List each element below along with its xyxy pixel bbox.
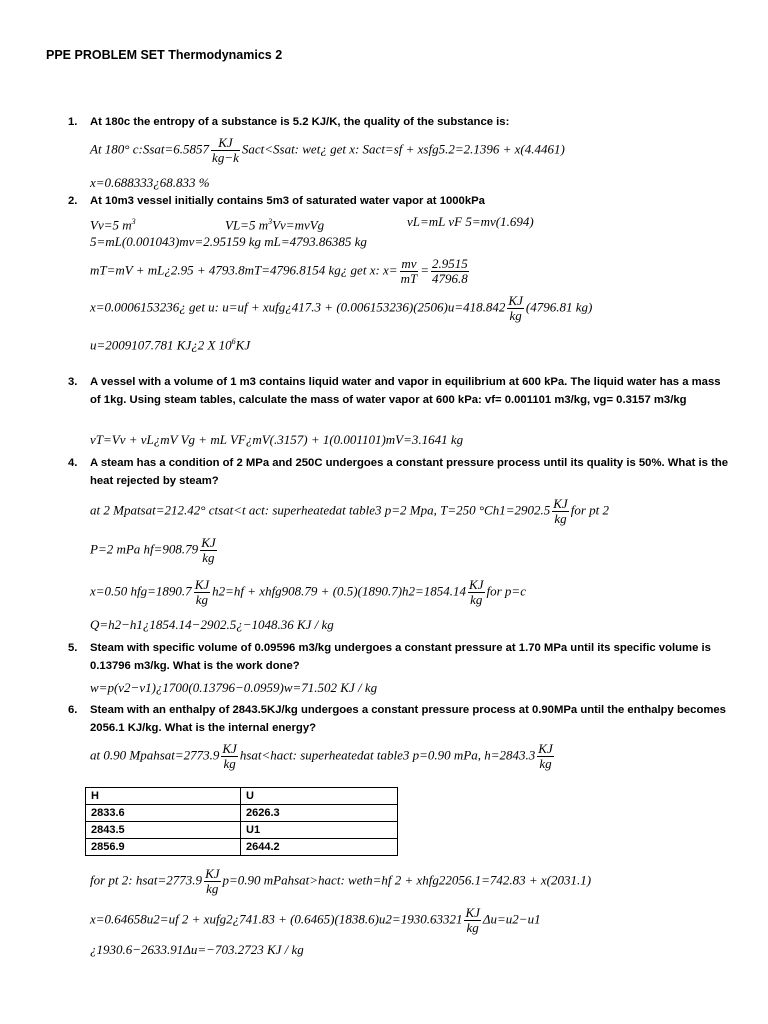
fraction: $\frac{KJ}{kg}$ xyxy=(194,577,210,607)
problem-number: 6. xyxy=(68,704,78,716)
fraction: $\frac{mv}{mT}$ xyxy=(400,256,418,286)
fraction: $\frac{KJ}{kg}$ xyxy=(553,496,568,526)
problem-text: Steam with an enthalpy of 2843.5KJ/kg undergoes a constant pressure process at 0.90MPa until the enthalpy becomes 2056.1 KJ/kg. What is the internal energy? xyxy=(90,704,726,734)
problem-text: Steam with specific volume of 0.09596 m3/kg undergoes a constant pressure at 1.70 MPa until its specific volume is 0.13796 m3/kg. What is the work done? xyxy=(90,642,711,672)
fraction: $\frac{KJ}{kg}$ xyxy=(201,535,216,565)
table-header-cell: H xyxy=(86,788,241,805)
equation-line: x=0.50 hfg=1890.7 $\frac{KJ}{kg}$ h2=hf + xhfg908.79 + (0.5)(1890.7)h2=1854.14 $\frac{KJ}{kg}$ for p=c xyxy=(90,577,526,607)
equation-line: At 180° c:Ssat=6.5857 $\frac{KJ}{kg-k}$ Sact<Ssat: wet¿ get x: Sact=sf + xsfg5.2=2.1396 + x(4.4461) xyxy=(90,135,565,165)
table-cell: 2856.9 xyxy=(86,839,241,856)
fraction: $\frac{KJ}{kg-k}$ xyxy=(212,135,239,165)
problem-number: 2. xyxy=(68,195,78,207)
equation-line: at 2 Mpatsat=212.42° ctsat<t act: superheatedat table3 p=2 Mpa, T=250 °Ch1=2902.5 $\frac{KJ}{kg}$ for pt 2 xyxy=(90,496,609,526)
equation-line: mT=mV + mL¿2.95 + 4793.8mT=4796.8154 kg¿ get x: x= $\frac{mv}{mT}$ = $\frac{2.9515}{4796.8}$ xyxy=(90,256,468,286)
fraction: $\frac{KJ}{kg}$ xyxy=(465,905,480,935)
problem-text: At 180c the entropy of a substance is 5.2 KJ/K, the quality of the substance is: xyxy=(90,116,510,128)
problem-number: 3. xyxy=(68,376,78,388)
fraction: $\frac{KJ}{kg}$ xyxy=(469,577,484,607)
equation-line: u=2009107.781 KJ¿2 X $10^6KJ$ xyxy=(90,337,251,353)
table-row xyxy=(86,805,398,822)
problem-text: At 10m3 vessel initially contains 5m3 of saturated water vapor at 1000kPa xyxy=(90,195,485,207)
equation-line: VL=5 $m^3Vv=mvVg$ xyxy=(225,217,325,233)
table-cell: 2644.2 xyxy=(241,839,398,856)
equation-line: w=p(v2−v1)¿1700(0.13796−0.0959)w=71.502 KJ / kg xyxy=(90,680,378,695)
fraction: $\frac{KJ}{kg}$ xyxy=(538,741,553,771)
equation-line: Vv=5 $m^3$ xyxy=(90,217,136,233)
equation-line: x=0.688333¿68.833 % xyxy=(90,175,210,190)
problem-number: 4. xyxy=(68,457,78,469)
equation-line: vT=Vv + vL¿mV Vg + mL VF¿mV(.3157) + 1(0.001101)mV=3.1641 kg xyxy=(90,432,464,447)
fraction: $\frac{KJ}{kg}$ xyxy=(205,866,220,896)
problem-number: 5. xyxy=(68,642,78,654)
fraction: $\frac{KJ}{kg}$ xyxy=(222,741,237,771)
table-cell: U1 xyxy=(241,822,398,839)
equation-line: Q=h2−h1¿1854.14−2902.5¿−1048.36 KJ / kg xyxy=(90,617,334,632)
table-row xyxy=(86,839,398,856)
equation-line: x=0.64658u2=uf 2 + xufg2¿741.83 + (0.6465)(1838.6)u2=1930.63321 $\frac{KJ}{kg}$ Δu=u2−u1 xyxy=(90,905,541,935)
table-header-row xyxy=(86,788,398,805)
table-cell: 2833.6 xyxy=(86,805,241,822)
problem-text: A vessel with a volume of 1 m3 contains liquid water and vapor in equilibrium at 600 kPa. The liquid water has a mass of 1kg. Using steam tables, calculate the mass of water vapor at 600 kPa: vf= 0.001101 m3/kg, vg= 0.3157 m3/kg xyxy=(90,376,721,406)
table-row xyxy=(86,822,398,839)
equation-line: ¿1930.6−2633.91Δu=−703.2723 KJ / kg xyxy=(90,942,304,957)
equation-line: at 0.90 Mpahsat=2773.9 $\frac{KJ}{kg}$ hsat<hact: superheatedat table3 p=0.90 mPa, h=2843.3 $\frac{KJ}{kg}$ xyxy=(90,741,553,771)
equation-line: P=2 mPa hf=908.79 $\frac{KJ}{kg}$ xyxy=(90,535,216,565)
table-cell: 2626.3 xyxy=(241,805,398,822)
equation-line: x=0.0006153236¿ get u: u=uf + xufg¿417.3 + (0.006153236)(2506)u=418.842 $\frac{KJ}{kg}$ (4796.81 kg) xyxy=(90,293,593,323)
page-title: PPE PROBLEM SET Thermodynamics 2 xyxy=(46,48,283,62)
equation-line: vL=mL vF 5=mv(1.694) xyxy=(407,214,534,229)
problem-number: 1. xyxy=(68,116,78,128)
enthalpy-table xyxy=(85,787,398,856)
equation-line: for pt 2: hsat=2773.9 $\frac{KJ}{kg}$ p=0.90 mPahsat>hact: weth=hf 2 + xhfg22056.1=742.83 + x(2031.1) xyxy=(90,866,592,896)
fraction: $\frac{KJ}{kg}$ xyxy=(508,293,523,323)
problem-text: A steam has a condition of 2 MPa and 250C undergoes a constant pressure process until its quality is 50%. What is the heat rejected by steam? xyxy=(90,457,729,487)
table-header-cell: U xyxy=(241,788,398,805)
table-cell: 2843.5 xyxy=(86,822,241,839)
fraction: $\frac{2.9515}{4796.8}$ xyxy=(432,256,468,286)
equation-line: 5=mL(0.001043)mv=2.95159 kg mL=4793.86385 kg xyxy=(90,234,367,249)
